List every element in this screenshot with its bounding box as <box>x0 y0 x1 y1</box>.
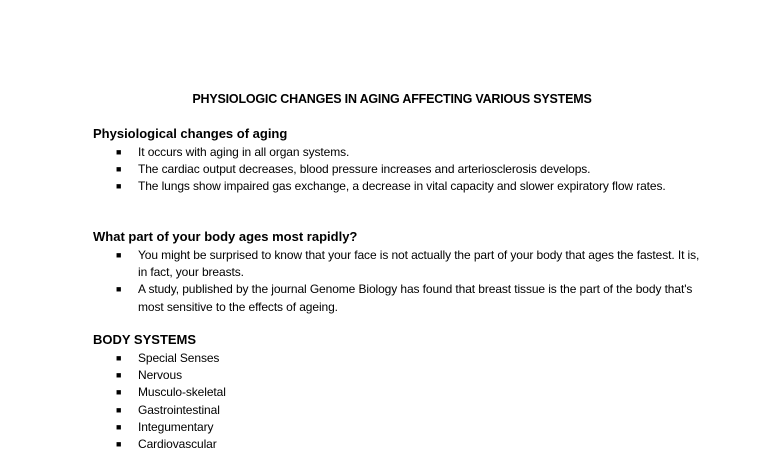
list-item-text: Integumentary <box>138 419 214 434</box>
list-item-text: Special Senses <box>138 351 220 365</box>
list-item <box>93 144 703 161</box>
list-item-text: The lungs show impaired gas exchange, a decrease in vital capacity and slower expiratory flow rates. <box>138 179 666 194</box>
list-item-text: Musculo-skeletal <box>138 385 226 400</box>
list-item <box>93 247 703 281</box>
list-item <box>93 281 703 315</box>
list-item-text: Nervous <box>138 368 182 383</box>
square-bullet-icon: ■ <box>116 387 122 398</box>
list-item-text: Cardiovascular <box>138 437 217 452</box>
bullet-list <box>93 247 703 316</box>
square-bullet-icon: ■ <box>116 353 122 363</box>
list-item <box>93 419 703 436</box>
bullet-list <box>93 144 703 196</box>
list-item-text: A study, published by the journal Genome Biology has found that breast tissue is the part of the body that's most sensitive to the effects of ageing. <box>138 282 693 314</box>
bullet-list <box>93 350 703 453</box>
square-bullet-icon: ■ <box>116 370 122 381</box>
list-item-text: It occurs with aging in all organ systems. <box>138 145 350 159</box>
section-heading: Physiological changes of aging <box>93 126 288 141</box>
square-bullet-icon: ■ <box>116 439 122 450</box>
list-item <box>93 161 703 178</box>
square-bullet-icon: ■ <box>116 147 122 157</box>
list-item <box>93 384 703 401</box>
square-bullet-icon: ■ <box>116 181 122 192</box>
section-heading: BODY SYSTEMS <box>93 332 197 347</box>
square-bullet-icon: ■ <box>116 284 122 295</box>
section-body-ages-rapidly <box>93 228 703 316</box>
square-bullet-icon: ■ <box>116 421 122 432</box>
list-item <box>93 367 703 384</box>
list-item-text: Gastrointestinal <box>138 402 220 417</box>
document-title: PHYSIOLOGIC CHANGES IN AGING AFFECTING VARIOUS SYSTEMS <box>192 92 592 106</box>
list-item-text: The cardiac output decreases, blood pressure increases and arteriosclerosis develops. <box>138 162 591 177</box>
list-item <box>93 350 703 367</box>
section-body-systems <box>93 331 703 453</box>
list-item-text: You might be surprised to know that your face is not actually the part of your body that ages the fastest. It is, in fact, your breasts. <box>138 248 700 280</box>
square-bullet-icon: ■ <box>116 250 122 260</box>
square-bullet-icon: ■ <box>116 404 122 415</box>
section-physiological-changes <box>93 125 703 196</box>
list-item <box>93 436 703 453</box>
square-bullet-icon: ■ <box>116 164 122 175</box>
section-heading: What part of your body ages most rapidly? <box>93 229 358 244</box>
list-item <box>93 178 703 195</box>
list-item <box>93 402 703 419</box>
